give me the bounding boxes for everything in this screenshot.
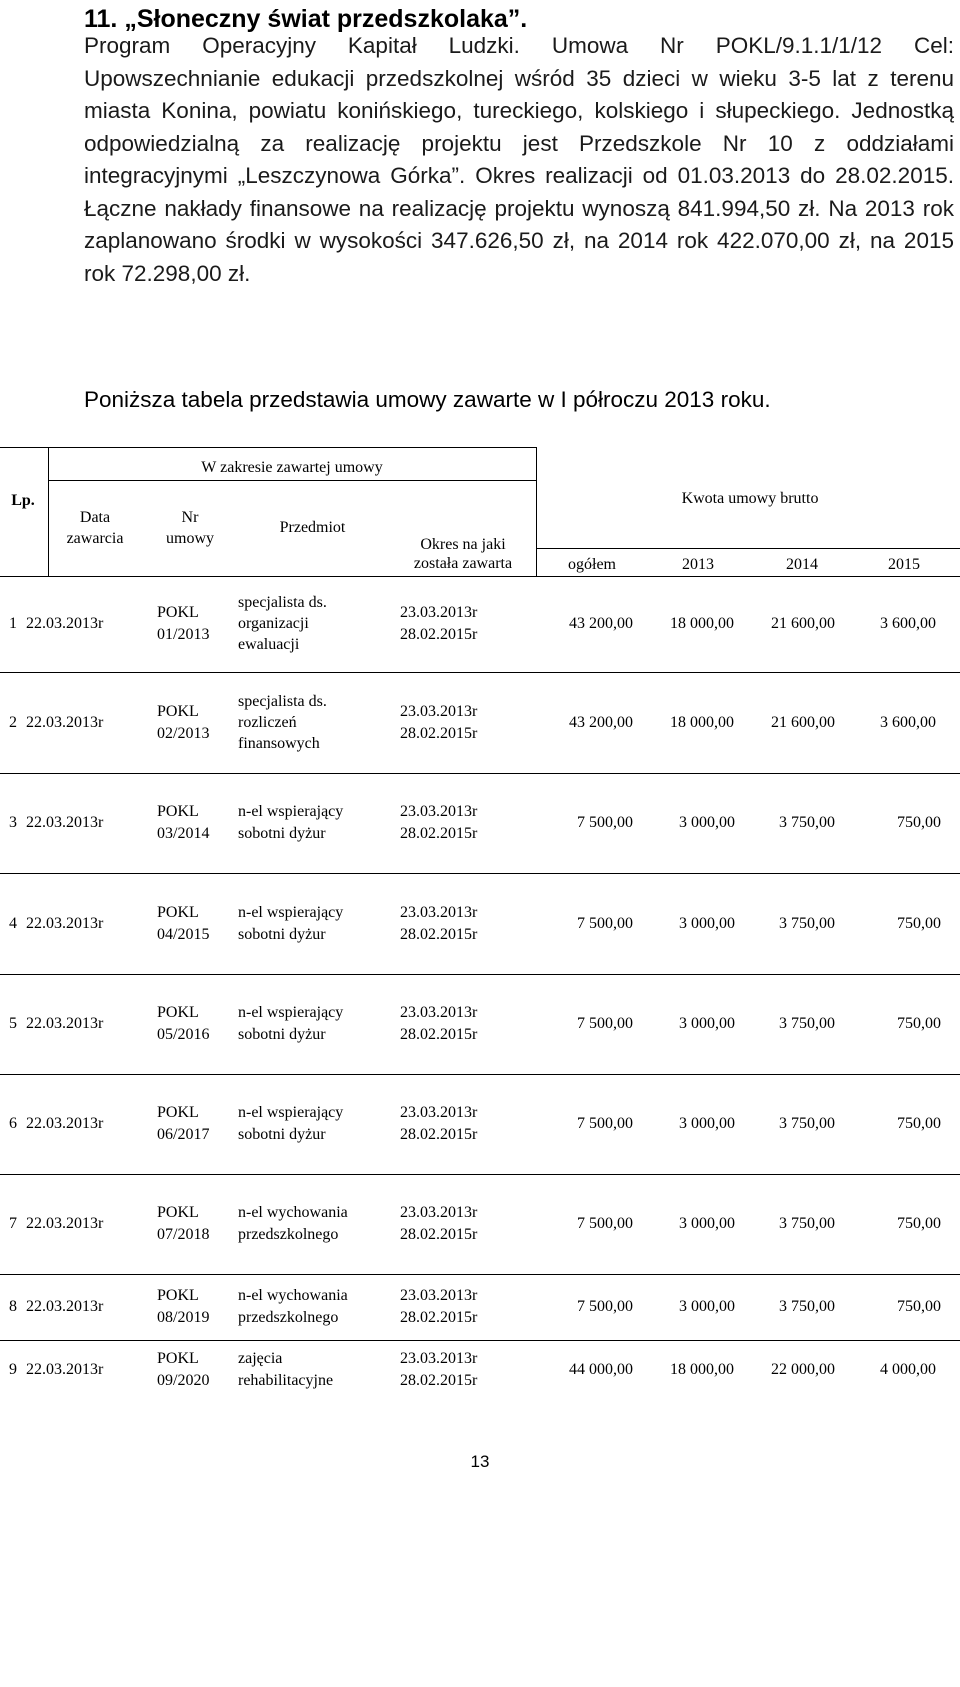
row-rule xyxy=(0,873,960,874)
row-subject-line: rozliczeń xyxy=(238,714,297,731)
row-period-end: 28.02.2015r xyxy=(400,1309,478,1326)
row-subject-line: sobotni dyżur xyxy=(238,1026,326,1043)
row-amount-total: 7 500,00 xyxy=(577,915,633,932)
row-date: 22.03.2013r xyxy=(26,615,104,632)
row-nr-prefix: POKL xyxy=(157,1287,199,1304)
row-amount-total: 7 500,00 xyxy=(577,1215,633,1232)
header-nr-2: umowy xyxy=(166,530,214,547)
row-date: 22.03.2013r xyxy=(26,814,104,831)
row-period-start: 23.03.2013r xyxy=(400,1350,478,1367)
row-nr-prefix: POKL xyxy=(157,1104,199,1121)
row-period-end: 28.02.2015r xyxy=(400,1026,478,1043)
header-2013: 2013 xyxy=(682,556,714,573)
row-amount-2013: 3 000,00 xyxy=(679,1215,735,1232)
header-2014: 2014 xyxy=(786,556,818,573)
row-period-end: 28.02.2015r xyxy=(400,1372,478,1389)
row-amount-2015: 4 000,00 xyxy=(880,1361,936,1378)
row-rule xyxy=(0,773,960,774)
row-amount-2013: 18 000,00 xyxy=(670,714,734,731)
row-period-start: 23.03.2013r xyxy=(400,1104,478,1121)
row-amount-2015: 750,00 xyxy=(897,1215,941,1232)
row-subject-line: przedszkolnego xyxy=(238,1226,339,1243)
header-top-rule xyxy=(0,447,536,448)
row-subject-line: przedszkolnego xyxy=(238,1309,339,1326)
row-period-start: 23.03.2013r xyxy=(400,604,478,621)
row-subject-line: rehabilitacyjne xyxy=(238,1372,334,1389)
row-amount-2014: 3 750,00 xyxy=(779,1298,835,1315)
row-period-start: 23.03.2013r xyxy=(400,703,478,720)
header-ogolem: ogółem xyxy=(568,556,616,573)
row-amount-2015: 750,00 xyxy=(897,1298,941,1315)
row-subject-line: n-el wspierający xyxy=(238,1004,344,1021)
row-subject-line: n-el wychowania xyxy=(238,1204,348,1221)
row-subject-line: specjalista ds. xyxy=(238,594,327,611)
row-nr-prefix: POKL xyxy=(157,604,199,621)
row-amount-2013: 3 000,00 xyxy=(679,1015,735,1032)
contracts-table xyxy=(0,447,960,1687)
header-col-rule xyxy=(536,447,537,576)
row-rule xyxy=(0,974,960,975)
row-subject-line: n-el wspierający xyxy=(238,803,344,820)
row-amount-2015: 3 600,00 xyxy=(880,615,936,632)
row-period-end: 28.02.2015r xyxy=(400,1226,478,1243)
row-date: 22.03.2013r xyxy=(26,1015,104,1032)
row-amount-2013: 3 000,00 xyxy=(679,814,735,831)
header-data-1: Data xyxy=(79,509,111,526)
row-date: 22.03.2013r xyxy=(26,1115,104,1132)
row-period-end: 28.02.2015r xyxy=(400,1126,478,1143)
row-lp: 3 xyxy=(9,814,17,831)
row-subject-line: n-el wspierający xyxy=(238,904,344,921)
row-amount-2015: 750,00 xyxy=(897,814,941,831)
row-nr-prefix: POKL xyxy=(157,1204,199,1221)
row-period-start: 23.03.2013r xyxy=(400,904,478,921)
row-date: 22.03.2013r xyxy=(26,915,104,932)
header-kwota-rule xyxy=(536,548,960,549)
row-amount-total: 7 500,00 xyxy=(577,1298,633,1315)
row-amount-total: 7 500,00 xyxy=(577,1115,633,1132)
row-period-start: 23.03.2013r xyxy=(400,1004,478,1021)
row-nr-number: 08/2019 xyxy=(157,1309,210,1326)
row-nr-number: 05/2016 xyxy=(157,1026,210,1043)
header-przedmiot: Przedmiot xyxy=(279,519,346,536)
row-rule xyxy=(0,672,960,673)
row-rule xyxy=(0,1174,960,1175)
header-group-rule xyxy=(48,480,536,481)
section-paragraph xyxy=(84,30,954,290)
header-lp: Lp. xyxy=(11,492,35,509)
row-nr-number: 04/2015 xyxy=(157,926,210,943)
row-subject-line: organizacji xyxy=(238,615,309,632)
row-lp: 9 xyxy=(9,1361,17,1378)
row-date: 22.03.2013r xyxy=(26,1361,104,1378)
row-amount-total: 44 000,00 xyxy=(569,1361,633,1378)
header-2015: 2015 xyxy=(888,556,920,573)
row-rule xyxy=(0,1340,960,1341)
row-amount-2013: 18 000,00 xyxy=(670,615,734,632)
row-subject-line: sobotni dyżur xyxy=(238,926,326,943)
row-nr-number: 01/2013 xyxy=(157,626,210,643)
row-subject-line: sobotni dyżur xyxy=(238,825,326,842)
row-amount-total: 43 200,00 xyxy=(569,615,633,632)
row-date: 22.03.2013r xyxy=(26,714,104,731)
row-amount-2014: 3 750,00 xyxy=(779,1015,835,1032)
row-period-end: 28.02.2015r xyxy=(400,926,478,943)
row-amount-2015: 750,00 xyxy=(897,1115,941,1132)
row-amount-2013: 3 000,00 xyxy=(679,915,735,932)
row-amount-2013: 3 000,00 xyxy=(679,1298,735,1315)
row-nr-number: 06/2017 xyxy=(157,1126,210,1143)
row-nr-prefix: POKL xyxy=(157,703,199,720)
row-period-start: 23.03.2013r xyxy=(400,1204,478,1221)
row-rule xyxy=(0,1274,960,1275)
row-subject-line: ewaluacji xyxy=(238,636,300,653)
row-period-start: 23.03.2013r xyxy=(400,803,478,820)
header-nr-1: Nr xyxy=(181,509,199,526)
row-date: 22.03.2013r xyxy=(26,1215,104,1232)
header-bottom-rule xyxy=(0,576,960,577)
header-data-2: zawarcia xyxy=(66,530,124,547)
row-period-end: 28.02.2015r xyxy=(400,725,478,742)
header-okres-2: została zawarta xyxy=(413,555,513,572)
row-lp: 7 xyxy=(9,1215,17,1232)
row-subject-line: n-el wychowania xyxy=(238,1287,348,1304)
row-nr-prefix: POKL xyxy=(157,1004,199,1021)
row-period-start: 23.03.2013r xyxy=(400,1287,478,1304)
row-amount-total: 43 200,00 xyxy=(569,714,633,731)
row-amount-total: 7 500,00 xyxy=(577,1015,633,1032)
row-date: 22.03.2013r xyxy=(26,1298,104,1315)
row-lp: 8 xyxy=(9,1298,17,1315)
section-heading: 11. „Słoneczny świat przedszkolaka”. xyxy=(84,5,528,33)
row-amount-2014: 22 000,00 xyxy=(771,1361,835,1378)
page-number: 13 xyxy=(470,1452,490,1471)
header-group: W zakresie zawartej umowy xyxy=(201,459,383,476)
row-amount-2014: 3 750,00 xyxy=(779,814,835,831)
row-nr-prefix: POKL xyxy=(157,904,199,921)
row-amount-2015: 3 600,00 xyxy=(880,714,936,731)
row-nr-number: 03/2014 xyxy=(157,825,210,842)
row-lp: 2 xyxy=(9,714,17,731)
row-amount-2014: 21 600,00 xyxy=(771,714,835,731)
row-nr-number: 02/2013 xyxy=(157,725,210,742)
row-subject-line: finansowych xyxy=(238,735,320,752)
row-amount-2014: 3 750,00 xyxy=(779,1215,835,1232)
row-lp: 4 xyxy=(9,915,17,932)
row-amount-2015: 750,00 xyxy=(897,1015,941,1032)
row-lp: 5 xyxy=(9,1015,17,1032)
row-amount-2013: 18 000,00 xyxy=(670,1361,734,1378)
row-nr-number: 09/2020 xyxy=(157,1372,210,1389)
paragraph-text: Program Operacyjny Kapitał Ludzki. Umowa Nr POKL/9.1.1/1/12 Cel: Upowszechnianie edukacji przedszkolnej wśród 35 dzieci w wieku 3-5 lat z terenu miasta Konina, powiatu konińskiego, tureckiego, kolskiego i słupeckiego. Jednostką odpowiedzialną za realizację projektu jest Przedszkole Nr 10 z oddziałami integracyjnymi „Leszczynowa Górka”. Okres realizacji od 01.03.2013 do 28.02.2015. Łączne nakłady finansowe na realizację projektu wynoszą 841.994,50 zł. Na 2013 rok zaplanowano środki w wysokości 347.626,50 zł, na 2014 rok 422.070,00 zł, na 2015 rok 72.298,00 zł. xyxy=(84,33,954,286)
header-okres-1: Okres na jaki xyxy=(420,536,506,553)
row-amount-2014: 3 750,00 xyxy=(779,915,835,932)
table-intro: Poniższa tabela przedstawia umowy zawarte w I półroczu 2013 roku. xyxy=(84,387,771,412)
row-rule xyxy=(0,1074,960,1075)
row-amount-2013: 3 000,00 xyxy=(679,1115,735,1132)
row-amount-2015: 750,00 xyxy=(897,915,941,932)
row-subject-line: sobotni dyżur xyxy=(238,1126,326,1143)
row-period-end: 28.02.2015r xyxy=(400,626,478,643)
row-amount-2014: 21 600,00 xyxy=(771,615,835,632)
row-amount-total: 7 500,00 xyxy=(577,814,633,831)
row-subject-line: specjalista ds. xyxy=(238,693,327,710)
row-lp: 1 xyxy=(9,615,17,632)
row-lp: 6 xyxy=(9,1115,17,1132)
row-subject-line: n-el wspierający xyxy=(238,1104,344,1121)
row-nr-prefix: POKL xyxy=(157,803,199,820)
header-kwota: Kwota umowy brutto xyxy=(681,490,819,507)
row-nr-number: 07/2018 xyxy=(157,1226,210,1243)
row-amount-2014: 3 750,00 xyxy=(779,1115,835,1132)
row-nr-prefix: POKL xyxy=(157,1350,199,1367)
row-period-end: 28.02.2015r xyxy=(400,825,478,842)
row-subject-line: zajęcia xyxy=(238,1350,283,1367)
